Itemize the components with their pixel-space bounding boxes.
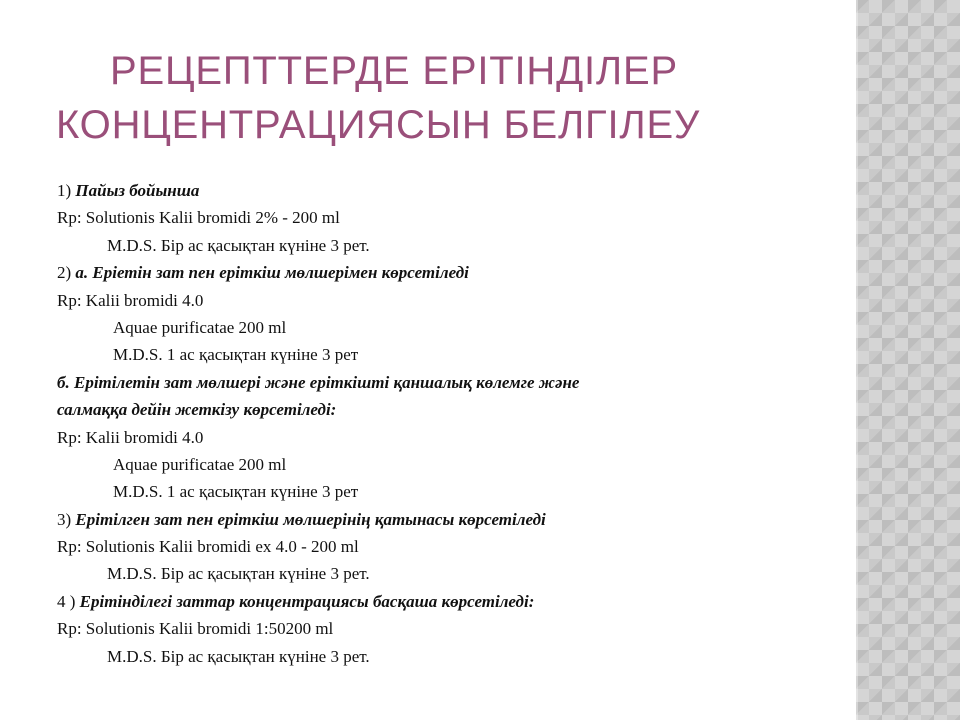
slide-body <box>57 177 817 670</box>
item-2a-rp: Rp: Kalii bromidi 4.0 <box>57 290 204 310</box>
item-3-heading-line <box>57 506 817 533</box>
item-2a-aqua: Aquae purificatae 200 ml <box>113 317 287 337</box>
item-1-number: 1) <box>57 181 72 200</box>
item-1-rp: Rp: Solutionis Kalii bromidi 2% - 200 ml <box>57 208 340 228</box>
item-2b-mds: M.D.S. 1 ас қасықтан күніне 3 рет <box>113 482 359 502</box>
item-2b-aqua: Aquae purificatae 200 ml <box>113 454 287 474</box>
item-3-number: 3) <box>57 509 72 529</box>
decorative-pattern-strip <box>856 0 960 720</box>
item-2b-heading-line-1: б. Ерітілетін зат мөлшері және еріткішті қаншалық көлемге және <box>57 372 580 392</box>
item-4-number: 4 ) <box>57 591 76 611</box>
item-4-heading-line <box>57 588 817 615</box>
item-2b-rp: Rp: Kalii bromidi 4.0 <box>57 427 204 447</box>
item-1-heading-line <box>57 177 817 204</box>
item-4-mds: M.D.S. Бір ас қасықтан күніне 3 рет. <box>107 646 370 666</box>
item-1-mds: M.D.S. Бір ас қасықтан күніне 3 рет. <box>107 235 370 255</box>
item-2-number: 2) <box>57 263 72 283</box>
item-2b-heading-line-2: салмаққа дейін жеткізу көрсетіледі: <box>57 400 337 420</box>
slide-title-line-1: РЕЦЕПТТЕРДЕ ЕРІТІНДІЛЕР <box>110 49 678 93</box>
item-4-rp: Rp: Solutionis Kalii bromidi 1:50200 ml <box>57 619 334 639</box>
item-2a-mds: M.D.S. 1 ас қасықтан күніне 3 рет <box>113 345 359 365</box>
item-2a-heading: а. Еріетін зат пен еріткіш мөлшерімен көрсетіледі <box>75 263 469 283</box>
slide-title <box>56 44 826 152</box>
item-2a-heading-line <box>57 259 817 286</box>
item-3-mds: M.D.S. Бір ас қасықтан күніне 3 рет. <box>107 564 370 584</box>
slide-title-line-2: КОНЦЕНТРАЦИЯСЫН БЕЛГІЛЕУ <box>56 103 701 147</box>
item-3-heading: Ерітілген зат пен еріткіш мөлшерінің қатынасы көрсетіледі <box>75 509 546 529</box>
item-1-heading: Пайыз бойынша <box>75 181 200 200</box>
item-4-heading: Ерітінділегі заттар концентрациясы басқаша көрсетіледі: <box>79 591 535 611</box>
item-3-rp: Rp: Solutionis Kalii bromidi ex 4.0 - 200 ml <box>57 537 359 557</box>
